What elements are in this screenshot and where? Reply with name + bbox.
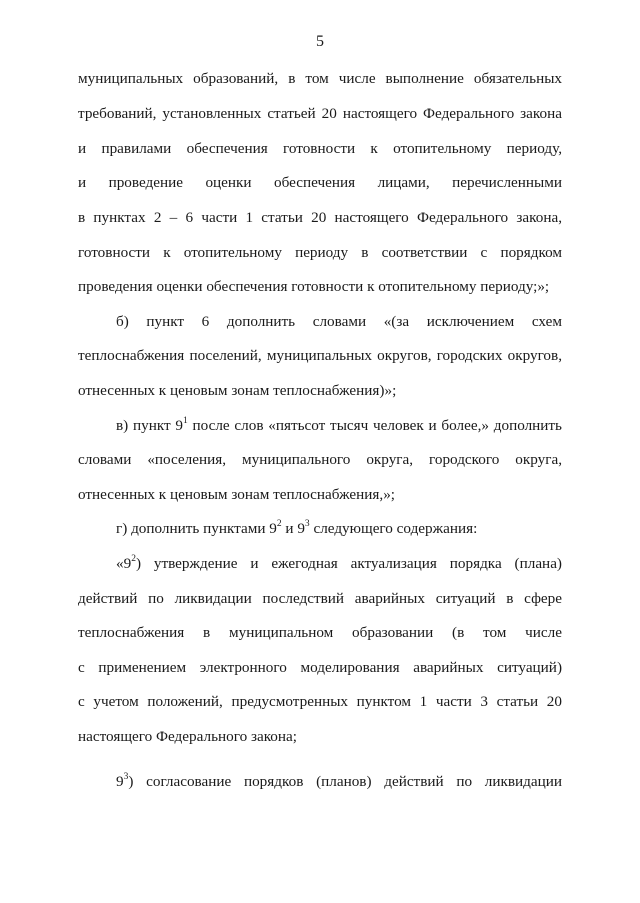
paragraph-g-line: г) дополнить пунктами $9^2$ и $9^3$ следующего содержания:	[116, 518, 478, 537]
text-line: и правилами обеспечения готовности к отопительному периоду,	[78, 140, 562, 157]
text-line: и проведение оценки обеспечения лицами, перечисленными	[78, 174, 562, 191]
text-line: теплоснабжения поселений, муниципальных округов, городских округов,	[78, 347, 562, 364]
text-line: словами «поселения, муниципального округа, городского округа,	[78, 451, 562, 468]
text-line: с учетом положений, предусмотренных пунктом 1 части 3 статьи 20	[78, 693, 562, 710]
text-line: с применением электронного моделирования аварийных ситуаций)	[78, 659, 562, 676]
paragraph-b-first-line: б) пункт 6 дополнить словами «(за исключением схем	[116, 313, 562, 330]
paragraph-v-first-line: в) пункт $9^1$ после слов «пятьсот тысяч человек и более,» дополнить	[116, 415, 562, 434]
page-number: 5	[316, 33, 324, 50]
text-line: в пунктах 2 – 6 части 1 статьи 20 настоящего Федерального закона,	[78, 209, 562, 226]
text-line: действий по ликвидации последствий аварийных ситуаций в сфере	[78, 590, 562, 607]
text-line: теплоснабжения в муниципальном образовании (в том числе	[78, 624, 562, 641]
text-line: муниципальных образований, в том числе выполнение обязательных	[78, 70, 562, 87]
text-line: готовности к отопительному периоду в соответствии с порядком	[78, 244, 562, 261]
item-9-2-first-line: «$9^2$) утверждение и ежегодная актуализация порядка (плана)	[116, 553, 562, 572]
text-line: отнесенных к ценовым зонам теплоснабжения,»;	[78, 486, 396, 503]
text-line: требований, установленных статьей 20 настоящего Федерального закона	[78, 105, 562, 122]
text-line: проведения оценки обеспечения готовности к отопительному периоду;»;	[78, 278, 550, 295]
text-line: настоящего Федерального закона;	[78, 728, 297, 745]
text-line: отнесенных к ценовым зонам теплоснабжения)»;	[78, 382, 397, 399]
item-9-3-first-line: $9^3$) согласование порядков (планов) действий по ликвидации	[116, 771, 562, 790]
